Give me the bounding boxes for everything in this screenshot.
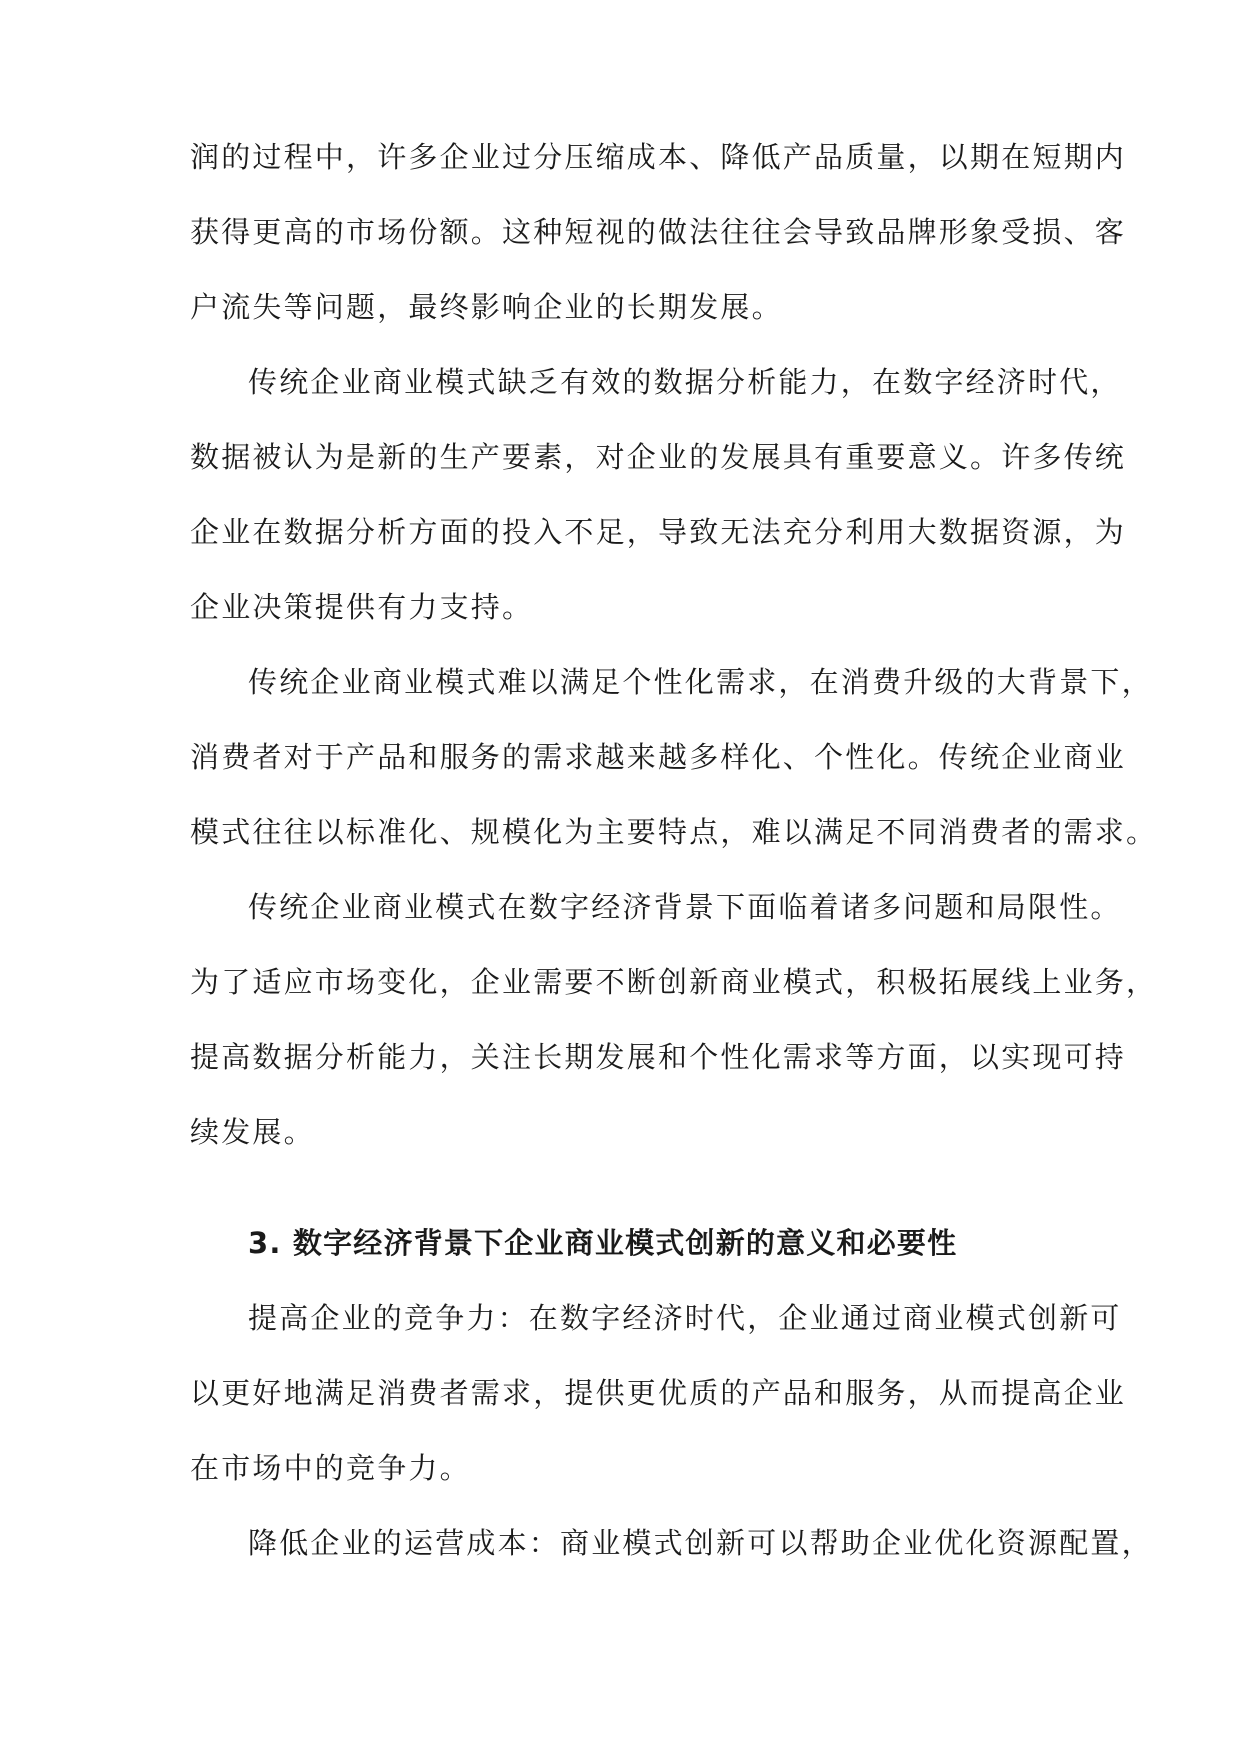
paragraph-first-line: 传统企业商业模式缺乏有效的数据分析能力，在数字经济时代， — [248, 365, 1122, 399]
text-line: 续发展。 — [190, 1115, 315, 1149]
paragraph-first-line: 传统企业商业模式难以满足个性化需求，在消费升级的大背景下， — [248, 665, 1153, 699]
text-line: 企业决策提供有力支持。 — [190, 590, 534, 624]
paragraph-first-line: 降低企业的运营成本：商业模式创新可以帮助企业优化资源配置， — [248, 1526, 1153, 1560]
paragraph-first-line: 传统企业商业模式在数字经济背景下面临着诸多问题和局限性。 — [248, 890, 1122, 924]
text-line: 为了适应市场变化，企业需要不断创新商业模式，积极拓展线上业务， — [190, 965, 1158, 999]
text-line: 数据被认为是新的生产要素，对企业的发展具有重要意义。许多传统 — [190, 440, 1127, 474]
text-line: 消费者对于产品和服务的需求越来越多样化、个性化。传统企业商业 — [190, 740, 1127, 774]
text-line: 企业在数据分析方面的投入不足，导致无法充分利用大数据资源，为 — [190, 515, 1127, 549]
text-line: 润的过程中，许多企业过分压缩成本、降低产品质量，以期在短期内 — [190, 140, 1127, 174]
text-line: 提高数据分析能力，关注长期发展和个性化需求等方面，以实现可持 — [190, 1040, 1127, 1074]
text-line: 以更好地满足消费者需求，提供更优质的产品和服务，从而提高企业 — [190, 1376, 1127, 1410]
text-line: 户流失等问题，最终影响企业的长期发展。 — [190, 290, 783, 324]
text-line: 获得更高的市场份额。这种短视的做法往往会导致品牌形象受损、客 — [190, 215, 1127, 249]
section-heading: 3. 数字经济背景下企业商业模式创新的意义和必要性 — [248, 1226, 958, 1260]
paragraph-first-line: 提高企业的竞争力：在数字经济时代，企业通过商业模式创新可 — [248, 1301, 1122, 1335]
text-line: 在市场中的竞争力。 — [190, 1451, 471, 1485]
text-line: 模式往往以标准化、规模化为主要特点，难以满足不同消费者的需求。 — [190, 815, 1158, 849]
